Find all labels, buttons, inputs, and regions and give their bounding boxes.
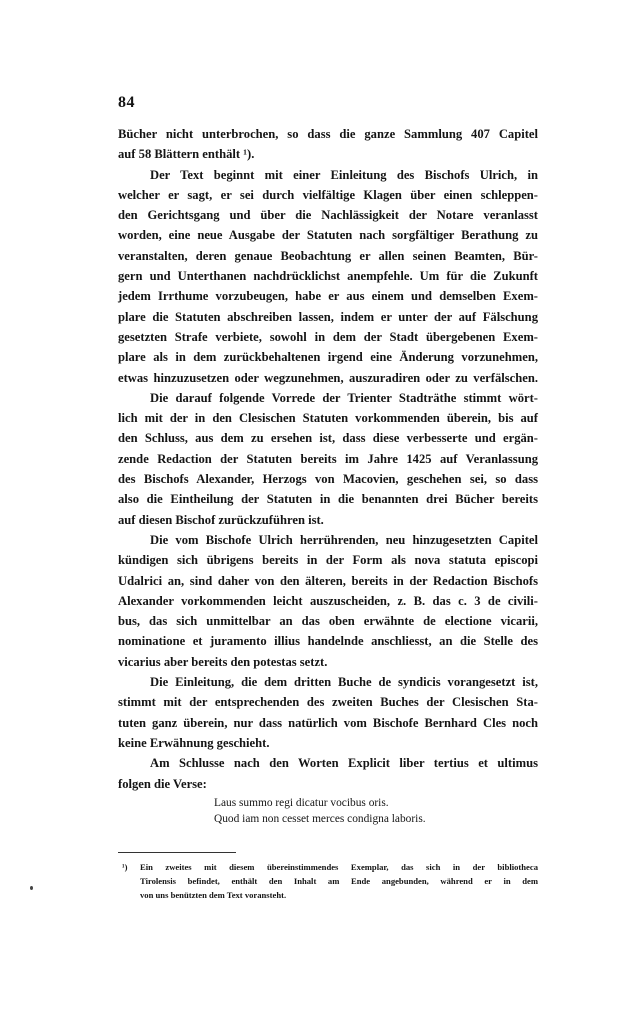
text-line: Der Text beginnt mit einer Einleitung des Bischofs Ulrich, in bbox=[150, 167, 538, 182]
text-line: Die darauf folgende Vorrede der Trienter Stadträthe stimmt wört- bbox=[150, 390, 538, 405]
text-line: worden, eine neue Ausgabe der Statuten nach sorgfältiger Berathung zu bbox=[118, 228, 538, 243]
text-line: Die vom Bischofe Ulrich herrührenden, neu hinzugesetzten Capitel bbox=[150, 532, 538, 547]
text-line: stimmt mit der entsprechenden des zweiten Buches der Clesischen Sta- bbox=[118, 695, 538, 710]
footnote-line: von uns benützten dem Text voransteht. bbox=[140, 890, 287, 900]
main-text bbox=[118, 124, 538, 827]
text-line: Bücher nicht unterbrochen, so dass die ganze Sammlung 407 Capitel bbox=[118, 127, 538, 141]
text-line: keine Erwähnung geschieht. bbox=[118, 735, 270, 750]
verse-line: Quod iam non cesset merces condigna laboris. bbox=[214, 812, 426, 825]
text-line: tuten ganz überein, nur dass natürlich vom Bischofe Bernhard Cles noch bbox=[118, 715, 538, 730]
margin-speck bbox=[30, 886, 33, 890]
text-line: welcher er sagt, er sei durch vielfältige Klagen über einen schleppen- bbox=[118, 187, 538, 202]
text-line: den Schluss, aus dem zu ersehen ist, dass diese verbesserte und ergän- bbox=[118, 431, 538, 446]
text-line: Die Einleitung, die dem dritten Buche de syndicis vorangesetzt ist, bbox=[150, 675, 538, 690]
footnote-rule bbox=[118, 852, 236, 853]
text-line: vicarius aber bereits den potestas setzt. bbox=[118, 654, 328, 669]
footnote-line: Tirolensis befindet, enthält den Inhalt am Ende angebunden, während er in dem bbox=[140, 876, 538, 886]
text-line: nominatione et juramento illius handelnde anschliesst, an die Stelle des bbox=[118, 634, 538, 649]
footnote-line: ¹) Ein zweites mit diesem übereinstimmendes Exemplar, das sich in der bibliotheca bbox=[122, 862, 538, 872]
verse-line: Laus summo regi dicatur vocibus oris. bbox=[214, 796, 389, 809]
text-line: auf 58 Blättern enthält ¹). bbox=[118, 147, 255, 162]
text-line: plare die Statuten abschreiben lassen, indem er unter der auf Fälschung bbox=[118, 309, 538, 324]
text-line: gern und Unterthanen nachdrücklichst anempfehle. Um für die Zukunft bbox=[118, 269, 538, 284]
text-line: Am Schlusse nach den Worten Explicit liber tertius et ultimus bbox=[150, 756, 538, 771]
text-line: also die Eintheilung der Statuten in die benannten drei Bücher bereits bbox=[118, 492, 538, 507]
text-line: bus, das sich unmittelbar an das oben erwähnte de electione vicarii, bbox=[118, 614, 538, 629]
text-line: den Gerichtsgang und über die Nachlässigkeit der Notare veranlasst bbox=[118, 208, 538, 223]
footnote bbox=[118, 860, 538, 902]
text-line: kündigen sich übrigens bereits in der Form als nova statuta episcopi bbox=[118, 553, 538, 568]
text-line: veranstalten, deren genaue Beobachtung er allen seinen Beamten, Bür- bbox=[118, 248, 538, 263]
text-line: lich mit der in den Clesischen Statuten vorkommenden überein, bis auf bbox=[118, 411, 538, 426]
text-line: gesetzten Strafe verbiete, sowohl in dem der Stadt übergebenen Exem- bbox=[118, 329, 538, 344]
text-line: Alexander vorkommenden leicht auszuscheiden, z. B. das c. 3 de civili- bbox=[118, 593, 538, 608]
text-line: des Bischofs Alexander, Herzogs von Macovien, geschehen sei, so dass bbox=[118, 472, 538, 487]
text-line: zende Redaction der Statuten bereits im Jahre 1425 auf Veranlassung bbox=[118, 451, 538, 466]
text-line: jedem Irrthume vorzubeugen, habe er aus einem und demselben Exem- bbox=[118, 289, 538, 304]
text-line: etwas hinzuzusetzen oder wegzunehmen, auszuradiren oder zu verfälschen. bbox=[118, 370, 538, 385]
text-line: auf diesen Bischof zurückzuführen ist. bbox=[118, 512, 324, 527]
text-line: folgen die Verse: bbox=[118, 776, 207, 791]
page-number: 84 bbox=[118, 94, 135, 111]
text-line: Udalrici an, sind daher von den älteren, bereits in der Redaction Bischofs bbox=[118, 573, 538, 588]
verse-block bbox=[214, 795, 538, 827]
text-line: plare als in dem zurückbehaltenen irgend eine Änderung vorzunehmen, bbox=[118, 350, 538, 365]
